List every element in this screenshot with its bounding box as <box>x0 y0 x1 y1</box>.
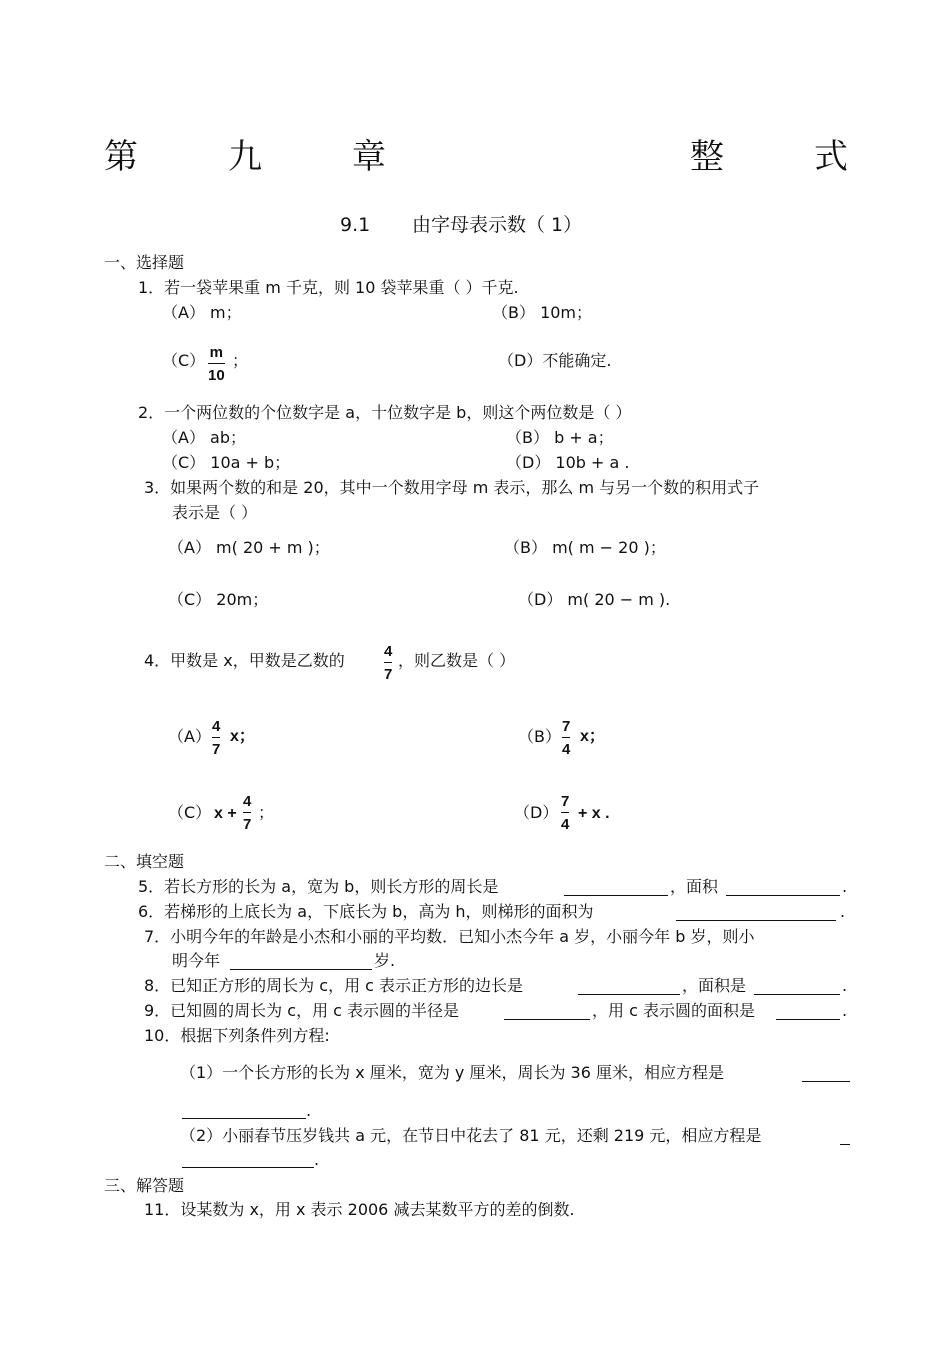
q8-side-blank[interactable] <box>578 994 680 995</box>
title-char-5: 式 <box>814 137 848 177</box>
q3-option-d: （D） m( 20 − m ). <box>518 590 671 609</box>
q1-option-c-tail: ； <box>232 351 249 370</box>
q9-end: . <box>842 1001 848 1020</box>
q7-text-line2: 明今年 <box>172 951 221 970</box>
fraction-denominator: 7 <box>243 816 252 833</box>
q1-option-c-fraction <box>208 345 225 383</box>
q3-option-a: （A） m( 20 + m )； <box>168 538 330 557</box>
q9-text: 9．已知圆的周长为 c，用 c 表示圆的半径是 <box>144 1001 460 1020</box>
title-char-1: 第 <box>104 137 138 177</box>
q5-area-blank[interactable] <box>726 895 840 896</box>
q7-text-line1: 7．小明今年的年龄是小杰和小丽的平均数．已知小杰今年 a 岁，小丽今年 b 岁，则小 <box>144 927 755 946</box>
fraction-numerator: 7 <box>562 718 571 735</box>
q9-area-blank[interactable] <box>776 1019 840 1020</box>
q7-age-blank[interactable] <box>230 969 372 970</box>
fraction-numerator: 4 <box>384 643 393 660</box>
q11-text: 11．设某数为 x，用 x 表示 2006 减去某数平方的差的倒数. <box>144 1200 575 1219</box>
q8-text-area: ，面积是 <box>682 976 747 995</box>
q4-stem-pre: 4．甲数是 x，甲数是乙数的 <box>144 651 345 670</box>
q4-option-a-label: （A） <box>168 727 211 746</box>
q5-end: . <box>842 877 848 896</box>
q9-text-area: ，用 c 表示圆的面积是 <box>592 1001 755 1020</box>
q10-1-end: . <box>306 1101 312 1120</box>
fraction-numerator: 4 <box>212 718 221 735</box>
q10-2-blank-a[interactable] <box>840 1144 850 1145</box>
q1-option-b: （B） 10m； <box>492 303 593 322</box>
q2-stem: 2．一个两位数的个位数字是 a，十位数字是 b，则这个两位数是（ ） <box>138 403 632 422</box>
q4-option-a-fraction <box>212 719 220 757</box>
fraction-denominator: 4 <box>562 741 571 758</box>
fraction-numerator: m <box>209 344 224 361</box>
q5-text-area: ，面积 <box>670 877 719 896</box>
q4-option-b-label: （B） <box>518 727 561 746</box>
section-title: 由字母表示数（ 1） <box>412 214 583 236</box>
q4-option-b-tail: x； <box>580 728 605 745</box>
q10-text: 10．根据下列条件列方程: <box>144 1026 330 1045</box>
q5-text: 5．若长方形的长为 a，宽为 b，则长方形的周长是 <box>138 877 499 896</box>
fraction-denominator: 7 <box>212 741 221 758</box>
q4-option-c-tail: ； <box>258 803 275 822</box>
fraction-bar <box>212 737 220 738</box>
q4-option-d-tail: + x . <box>578 805 610 822</box>
q2-option-a: （A） ab； <box>162 428 246 447</box>
q10-2-end: . <box>314 1150 320 1169</box>
fraction-denominator: 7 <box>384 666 393 683</box>
q8-end: . <box>842 976 848 995</box>
q4-option-a-tail: x； <box>230 728 255 745</box>
section-heading-fill: 二、填空题 <box>104 852 185 871</box>
q2-option-c: （C） 10a + b； <box>162 453 291 472</box>
fraction-denominator: 10 <box>208 367 225 384</box>
q4-option-c-head: x + <box>214 805 237 822</box>
fraction-numerator: 4 <box>243 793 252 810</box>
q3-option-b: （B） m( m − 20 )； <box>504 538 666 557</box>
fraction-bar <box>243 812 251 813</box>
q6-text: 6．若梯形的上底长为 a，下底长为 b，高为 h，则梯形的面积为 <box>138 902 594 921</box>
q6-area-blank[interactable] <box>676 920 836 921</box>
q3-option-c: （C） 20m； <box>168 590 269 609</box>
q3-stem-line1: 3．如果两个数的和是 20，其中一个数用字母 m 表示，那么 m 与另一个数的积用式子 <box>144 478 760 497</box>
section-number: 9.1 <box>340 214 371 236</box>
q8-text: 8．已知正方形的周长为 c，用 c 表示正方形的边长是 <box>144 976 524 995</box>
fraction-bar <box>208 363 225 364</box>
q10-1-text: （1）一个长方形的长为 x 厘米，宽为 y 厘米，周长为 36 厘米，相应方程是 <box>180 1063 724 1082</box>
q4-option-b-fraction <box>562 719 570 757</box>
section-heading-solve: 三、解答题 <box>104 1176 185 1195</box>
title-char-4: 整 <box>690 137 724 177</box>
q3-stem-line2: 表示是（ ） <box>172 503 258 522</box>
title-char-3: 章 <box>352 137 386 177</box>
fraction-denominator: 4 <box>561 816 570 833</box>
q1-option-a: （A） m； <box>162 303 242 322</box>
fraction-numerator: 7 <box>561 793 570 810</box>
q10-1-blank-b[interactable] <box>182 1118 306 1119</box>
q4-option-d-fraction <box>561 794 569 832</box>
q6-end: . <box>840 902 846 921</box>
section-heading-choice: 一、选择题 <box>104 253 185 272</box>
fraction-bar <box>562 737 570 738</box>
title-char-2: 九 <box>228 137 262 177</box>
q10-2-text: （2）小丽春节压岁钱共 a 元，在节日中花去了 81 元，还剩 219 元，相应方程是 <box>180 1126 762 1145</box>
q1-option-c-label: （C） <box>162 351 206 370</box>
q2-option-d: （D） 10b + a . <box>506 453 630 472</box>
q4-option-d-label: （D） <box>514 803 559 822</box>
q10-2-blank-b[interactable] <box>182 1167 314 1168</box>
fraction-bar <box>561 812 569 813</box>
q8-area-blank[interactable] <box>754 994 840 995</box>
q9-radius-blank[interactable] <box>504 1019 590 1020</box>
q4-option-c-label: （C） <box>168 803 212 822</box>
q4-option-c-fraction <box>243 794 251 832</box>
q5-perimeter-blank[interactable] <box>564 895 668 896</box>
q2-option-b: （B） b + a； <box>506 428 614 447</box>
q4-stem-fraction <box>384 644 392 682</box>
q7-end: 岁. <box>374 951 396 970</box>
q1-stem: 1．若一袋苹果重 m 千克，则 10 袋苹果重（ ）千克. <box>138 278 519 297</box>
q1-option-d: （D）不能确定. <box>498 351 612 370</box>
q4-stem-post: ，则乙数是（ ） <box>398 651 516 670</box>
q10-1-blank-a[interactable] <box>802 1081 850 1082</box>
fraction-bar <box>384 662 392 663</box>
